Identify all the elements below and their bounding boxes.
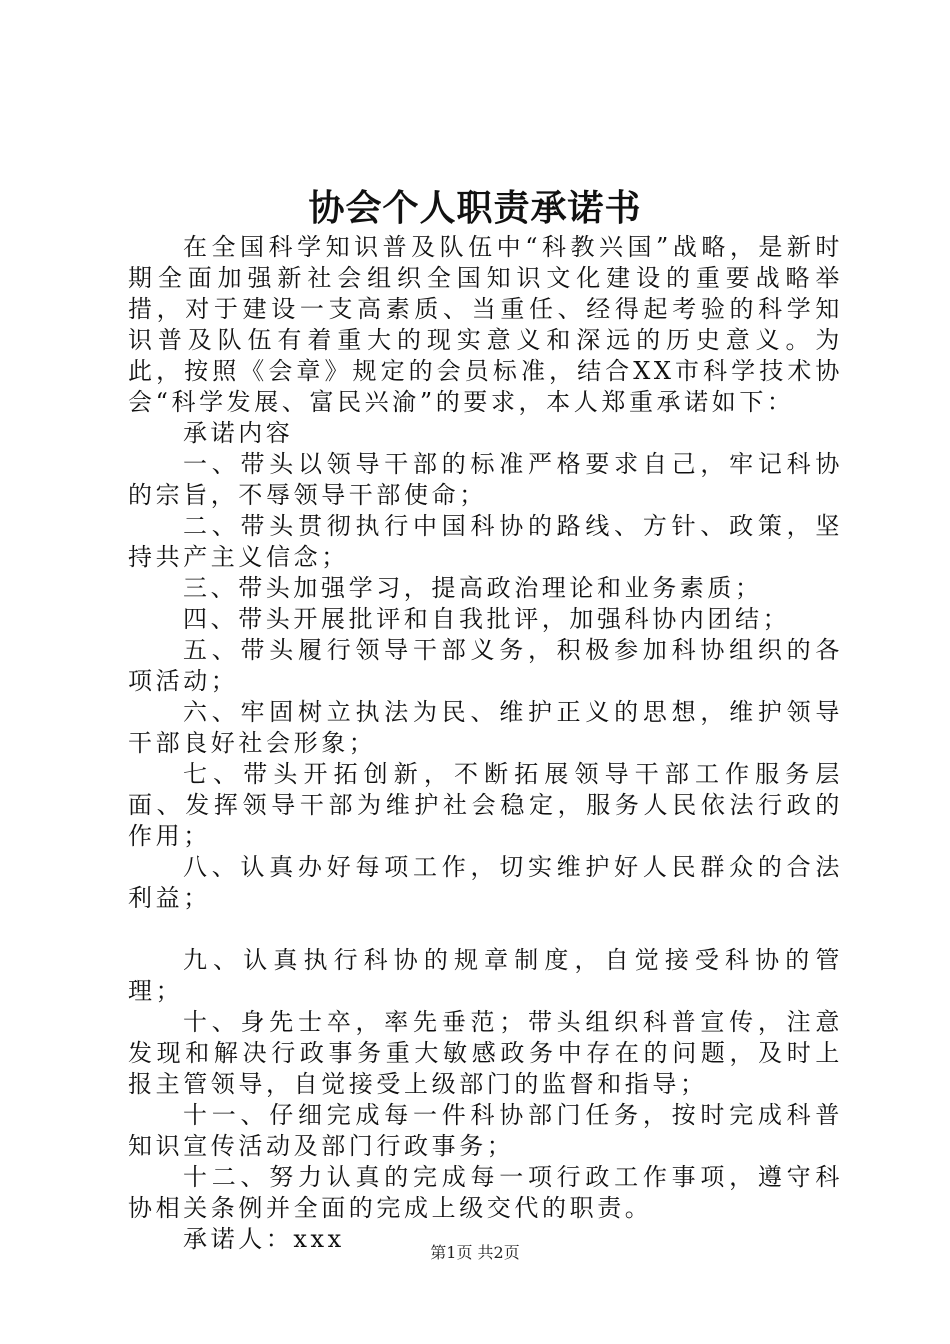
commitment-item-8: 八、认真办好每项工作，切实维护好人民群众的合法利益； (128, 853, 843, 912)
commitment-item-5: 五、带头履行领导干部义务，积极参加科协组织的各项活动； (128, 636, 843, 695)
commitment-item-11: 十一、仔细完成每一件科协部门任务，按时完成科普知识宣传活动及部门行政事务； (128, 1101, 843, 1160)
commitment-item-6: 六、牢固树立执法为民、维护正义的思想，维护领导干部良好社会形象； (128, 698, 843, 757)
commitment-item-3: 三、带头加强学习，提高政治理论和业务素质； (183, 574, 763, 602)
commitment-item-1: 一、带头以领导干部的标准严格要求自己，牢记科协的宗旨，不辱领导干部使命； (128, 450, 843, 509)
commitment-item-4: 四、带头开展批评和自我批评，加强科协内团结； (183, 605, 791, 633)
document-title: 协会个人职责承诺书 (308, 187, 642, 229)
page-number: 第1页 共2页 (430, 1243, 520, 1262)
commitment-item-7: 七、带头开拓创新，不断拓展领导干部工作服务层面、发挥领导干部为维护社会稳定，服务人民依法行政的作用； (128, 760, 843, 850)
commitment-item-10: 十、身先士卒，率先垂范；带头组织科普宣传，注意发现和解决行政事务重大敏感政务中存在的问题，及时上报主管领导，自觉接受上级部门的监督和指导； (128, 1008, 843, 1098)
commitment-item-12: 十二、努力认真的完成每一项行政工作事项，遵守科协相关条例并全面的完成上级交代的职责。 (128, 1163, 843, 1222)
commitment-item-2: 二、带头贯彻执行中国科协的路线、方针、政策，坚持共产主义信念； (128, 512, 843, 571)
intro-paragraph: 在全国科学知识普及队伍中“科教兴国”战略，是新时期全面加强新社会组织全国知识文化建设的重要战略举措，对于建设一支高素质、当重任、经得起考验的科学知识普及队伍有着重大的现实意义和深远的历史意义。为此，按照《会章》规定的会员标准，结合XX市科学技术协会“科学发展、富民兴渝”的要求，本人郑重承诺如下： (128, 233, 843, 416)
commitment-item-9: 九、认真执行科协的规章制度，自觉接受科协的管理； (128, 946, 843, 1005)
signature-line: 承诺人：xxx (183, 1225, 345, 1253)
document-body (128, 232, 843, 1255)
section-heading: 承诺内容 (183, 419, 294, 447)
